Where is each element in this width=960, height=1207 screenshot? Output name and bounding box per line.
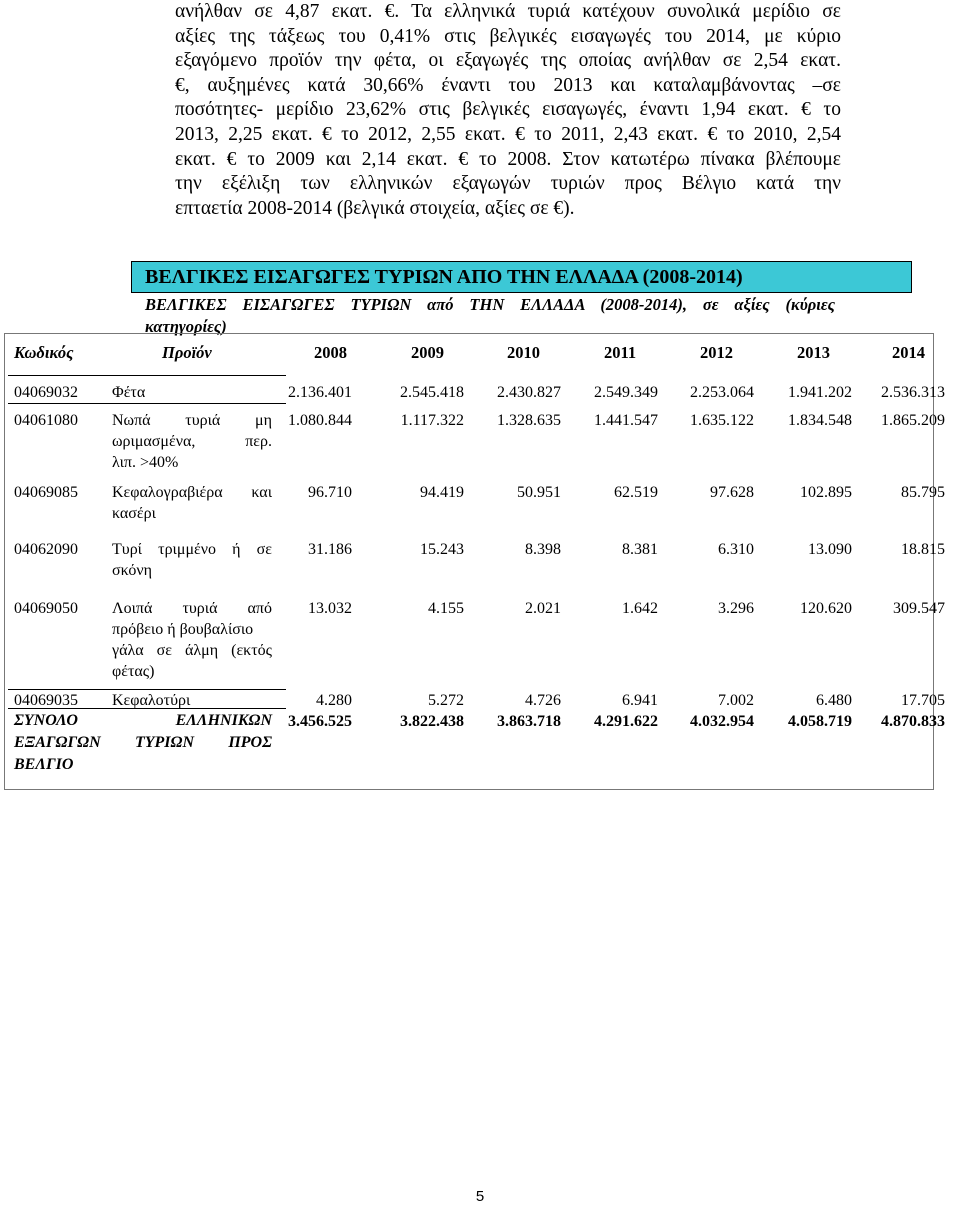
cell-code: 04069032: [14, 384, 78, 401]
paragraph-line: εκατ. € το 2009 και 2,14 εκατ. € το 2008. Στον κατωτέρω πίνακα βλέπουμε: [175, 148, 841, 170]
product-line: Τυρί τριμμένο ή σε: [112, 541, 272, 558]
cell-value: 1.441.547: [594, 412, 658, 429]
paragraph-line: ανήλθαν σε 4,87 εκατ. €. Τα ελληνικά τυριά κατέχουν συνολικά μερίδιο σε: [175, 1, 841, 22]
header-year: 2011: [604, 343, 637, 362]
product-line: Νωπά τυριά μη: [112, 412, 272, 429]
cell-value: 102.895: [800, 484, 852, 501]
total-label-line: ΒΕΛΓΙΟ: [14, 756, 74, 773]
cell-value: 1.865.209: [881, 412, 945, 429]
cell-product: [112, 598, 272, 682]
product-line: γάλα σε άλμη (εκτός: [112, 642, 272, 659]
cell-product: [112, 382, 272, 403]
cell-value: 120.620: [800, 600, 852, 617]
cell-value: 1.328.635: [497, 412, 561, 429]
cell-code: 04069035: [14, 692, 78, 709]
cell-value: 31.186: [308, 541, 352, 558]
cell-value: 50.951: [517, 484, 561, 501]
paragraph-line: €, αυξημένες κατά 30,66% έναντι του 2013 και καταλαμβάνοντας –σε: [175, 74, 841, 96]
cell-value: 96.710: [308, 484, 352, 501]
cell-value: 1.834.548: [788, 412, 852, 429]
product-line: Κεφαλογραβιέρα και: [112, 484, 272, 501]
table-title: ΒΕΛΓΙΚΕΣ ΕΙΣΑΓΩΓΕΣ ΤΥΡΙΩΝ ΑΠΟ ΤΗΝ ΕΛΛΑΔΑ (2008-2014): [131, 261, 912, 293]
total-value: 3.863.718: [497, 713, 561, 730]
paragraph-line: ποσότητες- μερίδιο 23,62% στις βελγικές εισαγωγές, έναντι 1,94 εκατ. € το: [175, 99, 841, 121]
paragraph-line: αξίες της τάξεως του 0,41% στις βελγικές εισαγωγές του 2014, με κύριο: [175, 25, 841, 47]
cell-value: 1.117.322: [400, 412, 464, 429]
total-label: [14, 710, 272, 776]
paragraph-line: την εξέλιξη των ελληνικών εξαγωγών τυριών προς Βέλγιο κατά την: [175, 173, 841, 195]
cell-value: 2.021: [525, 600, 561, 617]
cell-value: 2.136.401: [288, 384, 352, 401]
paragraph-line: επταετία 2008-2014 (βελγικά στοιχεία, αξίες σε €).: [175, 197, 575, 219]
cell-code: 04069085: [14, 484, 78, 501]
product-line: σκόνη: [112, 562, 152, 579]
cell-value: 2.253.064: [690, 384, 754, 401]
cell-value: 1.635.122: [690, 412, 754, 429]
cell-code: 04061080: [14, 412, 78, 429]
cell-value: 5.272: [428, 692, 464, 709]
product-line: Κεφαλοτύρι: [112, 692, 191, 709]
header-year: 2010: [507, 343, 540, 362]
product-line: λιπ. >40%: [112, 454, 179, 471]
product-line: Λοιπά τυριά από: [112, 600, 272, 617]
header-product: Προϊόν: [162, 343, 212, 362]
cell-value: 1.642: [622, 600, 658, 617]
total-value: 4.870.833: [881, 713, 945, 730]
header-code: Κωδικός: [14, 343, 74, 362]
cell-code: 04062090: [14, 541, 78, 558]
cell-value: 2.536.313: [881, 384, 945, 401]
total-label-line: ΣΥΝΟΛΟ ΕΛΛΗΝΙΚΩΝ: [14, 712, 272, 729]
cell-product: [112, 482, 272, 524]
cell-value: 15.243: [420, 541, 464, 558]
product-line: φέτας): [112, 663, 155, 680]
subtitle-line: ΒΕΛΓΙΚΕΣ ΕΙΣΑΓΩΓΕΣ ΤΥΡΙΩΝ από ΤΗΝ ΕΛΛΑΔΑ (2008-2014), σε αξίες (κύριες: [145, 295, 835, 314]
header-year: 2013: [797, 343, 830, 362]
cell-value: 94.419: [420, 484, 464, 501]
cell-product: [112, 690, 272, 711]
total-value: 4.291.622: [594, 713, 658, 730]
paragraph-line: 2013, 2,25 εκατ. € το 2012, 2,55 εκατ. € το 2011, 2,43 εκατ. € το 2010, 2,54: [175, 123, 841, 145]
total-value: 4.058.719: [788, 713, 852, 730]
cell-value: 3.296: [718, 600, 754, 617]
cell-value: 2.545.418: [400, 384, 464, 401]
cell-value: 7.002: [718, 692, 754, 709]
cell-code: 04069050: [14, 600, 78, 617]
cell-product: [112, 539, 272, 581]
header-year: 2008: [314, 343, 347, 362]
paragraph-line: εξαγόμενο προϊόν την φέτα, οι εξαγωγές της οποίας ανήλθαν σε 2,54 εκατ.: [175, 50, 841, 72]
header-year: 2014: [892, 343, 925, 362]
product-line: κασέρι: [112, 505, 156, 522]
cell-value: 1.941.202: [788, 384, 852, 401]
cell-value: 18.815: [901, 541, 945, 558]
cell-value: 4.280: [316, 692, 352, 709]
product-line: ωριμασμένα, περ.: [112, 433, 272, 450]
product-line: Φέτα: [112, 384, 146, 401]
cell-value: 17.705: [901, 692, 945, 709]
cell-value: 6.310: [718, 541, 754, 558]
cell-value: 2.430.827: [497, 384, 561, 401]
cell-value: 13.090: [808, 541, 852, 558]
product-line: πρόβειο ή βουβαλίσιο: [112, 621, 254, 638]
total-value: 3.456.525: [288, 713, 352, 730]
cell-value: 13.032: [308, 600, 352, 617]
cell-product: [112, 410, 272, 473]
cell-value: 1.080.844: [288, 412, 352, 429]
total-value: 3.822.438: [400, 713, 464, 730]
header-year: 2012: [700, 343, 733, 362]
table-header-row: [0, 343, 960, 369]
body-paragraph: [175, 0, 841, 221]
row-divider: [8, 403, 286, 404]
total-value: 4.032.954: [690, 713, 754, 730]
cell-value: 6.480: [816, 692, 852, 709]
cell-value: 6.941: [622, 692, 658, 709]
cell-value: 97.628: [710, 484, 754, 501]
subtitle-line: κατηγορίες): [145, 317, 227, 336]
page-number: 5: [475, 1188, 485, 1205]
cell-value: 62.519: [614, 484, 658, 501]
cell-value: 2.549.349: [594, 384, 658, 401]
header-year: 2009: [411, 343, 444, 362]
cell-value: 309.547: [893, 600, 945, 617]
cell-value: 4.726: [525, 692, 561, 709]
cell-value: 8.381: [622, 541, 658, 558]
header-divider: [8, 375, 286, 376]
cell-value: 85.795: [901, 484, 945, 501]
cell-value: 4.155: [428, 600, 464, 617]
table-subtitle: [145, 294, 835, 338]
cell-value: 8.398: [525, 541, 561, 558]
total-label-line: ΕΞΑΓΩΓΩΝ ΤΥΡΙΩΝ ΠΡΟΣ: [14, 734, 272, 751]
